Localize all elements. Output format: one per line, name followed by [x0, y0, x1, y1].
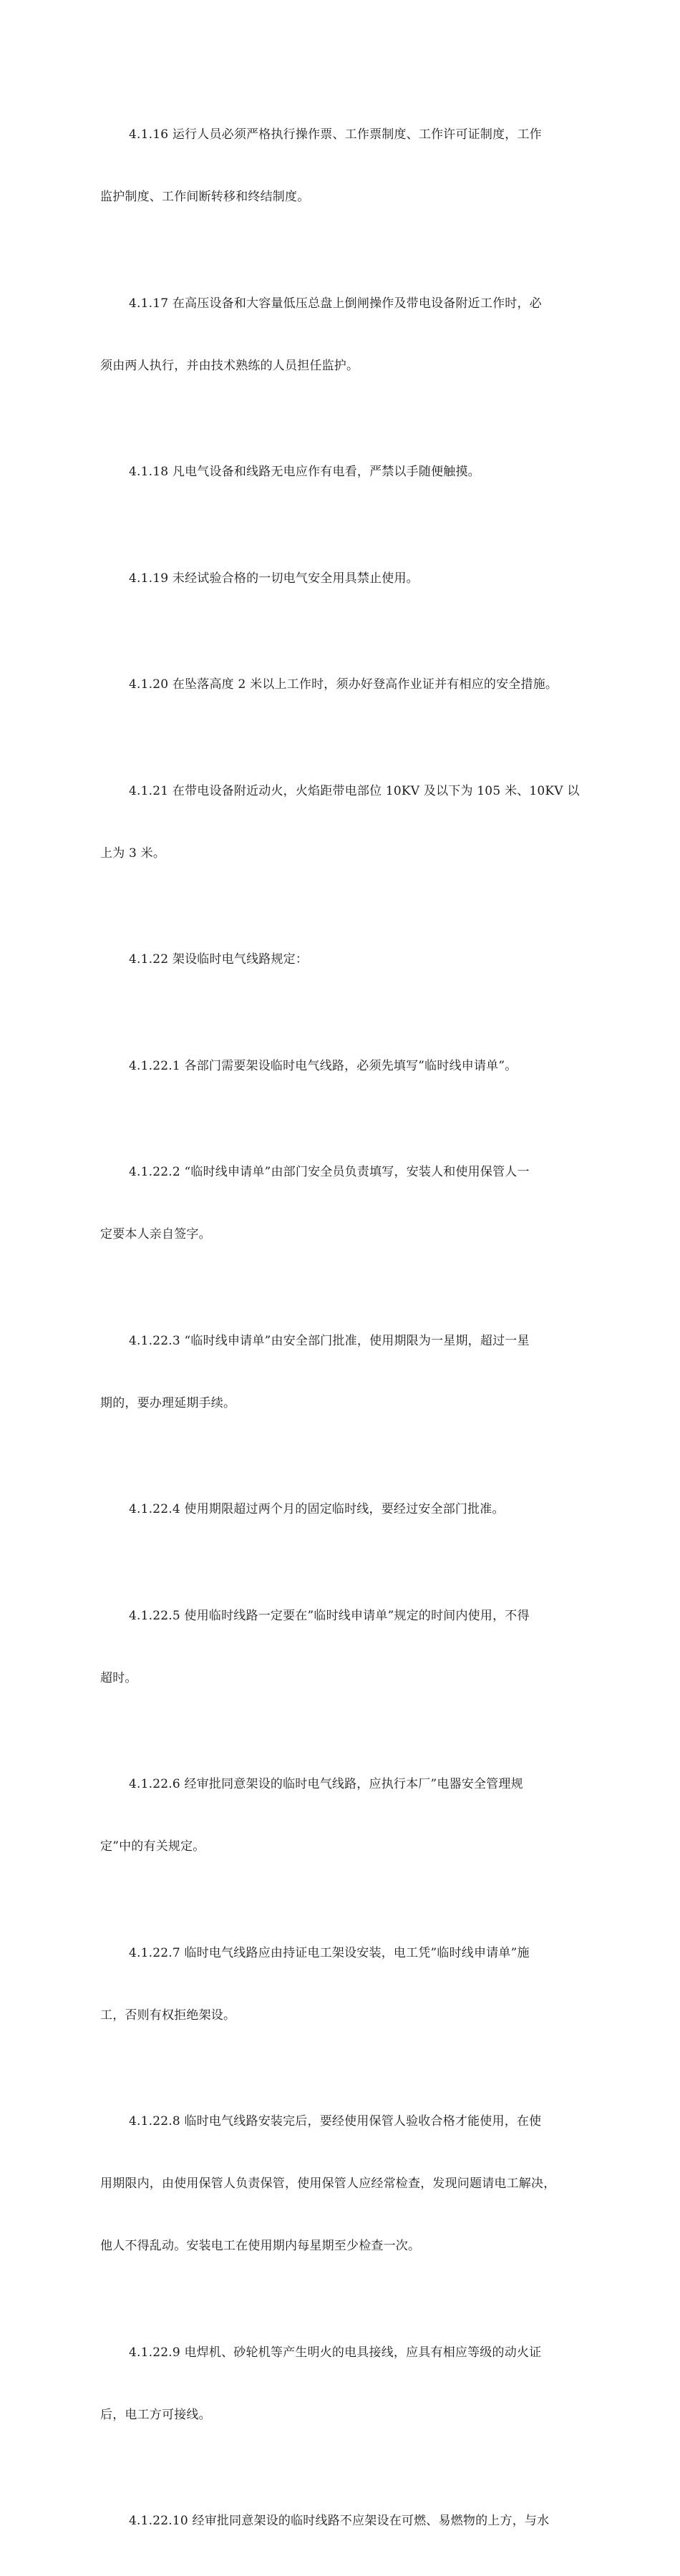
clause-4-1-21	[100, 740, 581, 906]
text-line: 4.1.22.4 使用期限超过两个月的固定临时线，要经过安全部门批准。	[129, 1502, 505, 1516]
clause-4-1-22-3	[100, 1289, 581, 1456]
clause-4-1-22-8	[100, 2070, 581, 2298]
text-line: 须由两人执行，并由技术熟练的人员担任监护。	[100, 358, 359, 373]
document-page	[100, 83, 581, 2576]
clause-4-1-20	[100, 633, 581, 737]
clause-4-1-22-9	[100, 2301, 581, 2467]
text-line: 4.1.22.3 “临时线申请单”由安全部门批准，使用期限为一星期，超过一星	[129, 1333, 530, 1348]
text-line: 4.1.22.8 临时电气线路安装完后，要经使用保管人验收合格才能使用，在使	[129, 2114, 542, 2129]
text-line: 后，电工方可接线。	[100, 2407, 211, 2422]
text-line: 期的，要办理延期手续。	[100, 1395, 236, 1410]
text-line: 4.1.19 未经试验合格的一切电气安全用具禁止使用。	[129, 571, 419, 586]
clause-4-1-19	[100, 527, 581, 631]
text-line: 4.1.16 运行人员必须严格执行操作票、工作票制度、工作许可证制度，工作	[129, 127, 542, 142]
text-line: 4.1.21 在带电设备附近动火，火焰距带电部位 10KV 及以下为 105 米、10KV 以	[129, 783, 580, 798]
clause-4-1-16	[100, 83, 581, 249]
text-line: 工，否则有权拒绝架设。	[100, 2008, 236, 2023]
clause-4-1-22-6	[100, 1733, 581, 1899]
text-line: 超时。	[100, 1670, 137, 1685]
clause-4-1-22-4	[100, 1458, 581, 1561]
text-line: 4.1.22 架设临时电气线路规定：	[129, 952, 309, 967]
text-line: 4.1.22.2 “临时线申请单”由部门安全员负责填写，安装人和使用保管人一	[129, 1165, 530, 1179]
clause-4-1-22-5	[100, 1564, 581, 1730]
text-line: 他人不得乱动。安装电工在使用期内每星期至少检查一次。	[100, 2239, 421, 2253]
clause-4-1-22-7	[100, 1902, 581, 2068]
clause-4-1-22-10	[100, 2469, 581, 2573]
text-line: 监护制度、工作间断转移和终结制度。	[100, 190, 310, 204]
text-line: 定要本人亲自签字。	[100, 1227, 211, 1241]
clause-4-1-22-2	[100, 1120, 581, 1287]
clause-4-1-22	[100, 908, 581, 1012]
text-line: 定”中的有关规定。	[100, 1839, 205, 1854]
text-line: 4.1.22.1 各部门需要架设临时电气线路，必须先填写”临时线申请单”。	[129, 1058, 518, 1073]
text-line: 4.1.22.9 电焊机、砂轮机等产生明火的电具接线，应具有相应等级的动火证	[129, 2345, 542, 2360]
text-line: 4.1.22.5 使用临时线路一定要在”临时线申请单”规定的时间内使用，不得	[129, 1608, 530, 1623]
clause-4-1-22-1	[100, 1015, 581, 1118]
clause-4-1-17	[100, 252, 581, 418]
text-line: 4.1.22.10 经审批同意架设的临时线路不应架设在可燃、易燃物的上方，与水	[129, 2514, 550, 2528]
text-line: 4.1.18 凡电气设备和线路无电应作有电看，严禁以手随便触摸。	[129, 465, 480, 479]
text-line: 4.1.17 在高压设备和大容量低压总盘上倒闸操作及带电设备附近工作时，必	[129, 296, 542, 311]
text-line: 4.1.20 在坠落高度 2 米以上工作时，须办好登高作业证并有相应的安全措施。	[129, 677, 558, 692]
text-line: 上为 3 米。	[100, 846, 166, 861]
clause-4-1-18	[100, 420, 581, 524]
text-line: 用期限内，由使用保管人负责保管，使用保管人应经常检查，发现问题请电工解决，	[100, 2176, 556, 2191]
text-line: 4.1.22.6 经审批同意架设的临时电气线路，应执行本厂”电器安全管理规	[129, 1777, 523, 1791]
text-line: 4.1.22.7 临时电气线路应由持证电工架设安装，电工凭”临时线申请单”施	[129, 1945, 530, 1960]
